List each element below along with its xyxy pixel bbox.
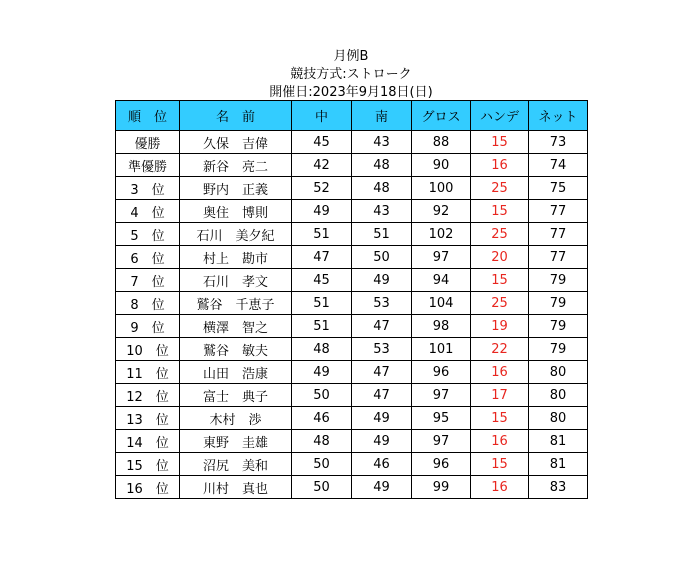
- handicap-cell: 15: [471, 453, 529, 476]
- header-handicap: ハンデ: [471, 101, 529, 131]
- handicap-cell: 16: [471, 430, 529, 453]
- event-date: 開催日:2023年9月18日(日): [269, 85, 433, 100]
- header-name: 名 前: [180, 101, 292, 131]
- net-cell: 83: [529, 476, 588, 499]
- net-cell: 79: [529, 269, 588, 292]
- in-score-cell: 49: [352, 430, 412, 453]
- gross-cell: 92: [412, 200, 471, 223]
- name-cell: 東野 圭雄: [180, 430, 292, 453]
- net-cell: 79: [529, 315, 588, 338]
- net-cell: 73: [529, 131, 588, 154]
- gross-cell: 102: [412, 223, 471, 246]
- gross-cell: 97: [412, 430, 471, 453]
- net-cell: 79: [529, 292, 588, 315]
- rank-cell: 11 位: [116, 361, 180, 384]
- handicap-cell: 19: [471, 315, 529, 338]
- in-score-cell: 47: [352, 315, 412, 338]
- handicap-cell: 25: [471, 223, 529, 246]
- gross-cell: 100: [412, 177, 471, 200]
- rank-cell: 16 位: [116, 476, 180, 499]
- rank-cell: 4 位: [116, 200, 180, 223]
- rank-cell: 9 位: [116, 315, 180, 338]
- table-row: [116, 292, 588, 315]
- handicap-cell: 16: [471, 361, 529, 384]
- table-row: [116, 154, 588, 177]
- in-score-cell: 49: [352, 269, 412, 292]
- competition-title: 月例B: [333, 49, 369, 64]
- gross-cell: 104: [412, 292, 471, 315]
- name-cell: 久保 吉偉: [180, 131, 292, 154]
- table-body: [116, 131, 588, 499]
- in-score-cell: 47: [352, 384, 412, 407]
- table-header: [116, 101, 588, 131]
- name-cell: 石川 美夕紀: [180, 223, 292, 246]
- competition-format: 競技方式:ストローク: [290, 67, 412, 82]
- in-score-cell: 48: [352, 177, 412, 200]
- handicap-cell: 22: [471, 338, 529, 361]
- rank-cell: 6 位: [116, 246, 180, 269]
- table-row: [116, 361, 588, 384]
- table-row: [116, 407, 588, 430]
- net-cell: 80: [529, 407, 588, 430]
- handicap-cell: 15: [471, 131, 529, 154]
- gross-cell: 101: [412, 338, 471, 361]
- net-cell: 81: [529, 453, 588, 476]
- out-score-cell: 50: [292, 476, 352, 499]
- name-cell: 石川 孝文: [180, 269, 292, 292]
- gross-cell: 90: [412, 154, 471, 177]
- header-gross: グロス: [412, 101, 471, 131]
- net-cell: 77: [529, 246, 588, 269]
- out-score-cell: 42: [292, 154, 352, 177]
- table-row: [116, 315, 588, 338]
- out-score-cell: 48: [292, 430, 352, 453]
- out-score-cell: 49: [292, 200, 352, 223]
- handicap-cell: 25: [471, 292, 529, 315]
- in-score-cell: 43: [352, 131, 412, 154]
- rank-cell: 3 位: [116, 177, 180, 200]
- name-cell: 村上 勘市: [180, 246, 292, 269]
- out-score-cell: 50: [292, 384, 352, 407]
- handicap-cell: 15: [471, 407, 529, 430]
- rank-cell: 10 位: [116, 338, 180, 361]
- in-score-cell: 53: [352, 338, 412, 361]
- net-cell: 80: [529, 361, 588, 384]
- out-score-cell: 46: [292, 407, 352, 430]
- table-row: [116, 177, 588, 200]
- rank-cell: 準優勝: [116, 154, 180, 177]
- name-cell: 新谷 亮二: [180, 154, 292, 177]
- gross-cell: 88: [412, 131, 471, 154]
- table-row: [116, 338, 588, 361]
- name-cell: 奥住 博則: [180, 200, 292, 223]
- handicap-cell: 16: [471, 476, 529, 499]
- net-cell: 81: [529, 430, 588, 453]
- table-row: [116, 223, 588, 246]
- in-score-cell: 47: [352, 361, 412, 384]
- out-score-cell: 49: [292, 361, 352, 384]
- table-row: [116, 430, 588, 453]
- table-row: [116, 269, 588, 292]
- gross-cell: 99: [412, 476, 471, 499]
- gross-cell: 98: [412, 315, 471, 338]
- name-cell: 鷲谷 千恵子: [180, 292, 292, 315]
- handicap-cell: 20: [471, 246, 529, 269]
- rank-cell: 5 位: [116, 223, 180, 246]
- rank-cell: 14 位: [116, 430, 180, 453]
- table-row: [116, 453, 588, 476]
- header-in: 南: [352, 101, 412, 131]
- in-score-cell: 46: [352, 453, 412, 476]
- table-row: [116, 476, 588, 499]
- out-score-cell: 48: [292, 338, 352, 361]
- net-cell: 77: [529, 223, 588, 246]
- rank-cell: 優勝: [116, 131, 180, 154]
- handicap-cell: 16: [471, 154, 529, 177]
- in-score-cell: 50: [352, 246, 412, 269]
- handicap-cell: 17: [471, 384, 529, 407]
- table-row: [116, 384, 588, 407]
- in-score-cell: 43: [352, 200, 412, 223]
- net-cell: 80: [529, 384, 588, 407]
- table-row: [116, 246, 588, 269]
- gross-cell: 96: [412, 361, 471, 384]
- out-score-cell: 51: [292, 223, 352, 246]
- header-row: [116, 101, 588, 131]
- gross-cell: 95: [412, 407, 471, 430]
- out-score-cell: 45: [292, 131, 352, 154]
- header-net: ネット: [529, 101, 588, 131]
- net-cell: 74: [529, 154, 588, 177]
- handicap-cell: 25: [471, 177, 529, 200]
- out-score-cell: 51: [292, 315, 352, 338]
- name-cell: 横澤 智之: [180, 315, 292, 338]
- handicap-cell: 15: [471, 200, 529, 223]
- gross-cell: 97: [412, 246, 471, 269]
- name-cell: 野内 正義: [180, 177, 292, 200]
- out-score-cell: 52: [292, 177, 352, 200]
- title-block: [115, 48, 587, 102]
- header-out: 中: [292, 101, 352, 131]
- net-cell: 77: [529, 200, 588, 223]
- rank-cell: 8 位: [116, 292, 180, 315]
- net-cell: 75: [529, 177, 588, 200]
- out-score-cell: 45: [292, 269, 352, 292]
- name-cell: 山田 浩康: [180, 361, 292, 384]
- net-cell: 79: [529, 338, 588, 361]
- out-score-cell: 47: [292, 246, 352, 269]
- out-score-cell: 50: [292, 453, 352, 476]
- header-rank: 順 位: [116, 101, 180, 131]
- name-cell: 富士 典子: [180, 384, 292, 407]
- rank-cell: 13 位: [116, 407, 180, 430]
- name-cell: 木村 渉: [180, 407, 292, 430]
- in-score-cell: 49: [352, 407, 412, 430]
- out-score-cell: 51: [292, 292, 352, 315]
- gross-cell: 94: [412, 269, 471, 292]
- table-row: [116, 131, 588, 154]
- table-row: [116, 200, 588, 223]
- rank-cell: 7 位: [116, 269, 180, 292]
- in-score-cell: 51: [352, 223, 412, 246]
- gross-cell: 96: [412, 453, 471, 476]
- name-cell: 沼尻 美和: [180, 453, 292, 476]
- results-table: [115, 100, 588, 499]
- name-cell: 鷲谷 敏夫: [180, 338, 292, 361]
- rank-cell: 12 位: [116, 384, 180, 407]
- handicap-cell: 15: [471, 269, 529, 292]
- rank-cell: 15 位: [116, 453, 180, 476]
- name-cell: 川村 真也: [180, 476, 292, 499]
- gross-cell: 97: [412, 384, 471, 407]
- in-score-cell: 49: [352, 476, 412, 499]
- in-score-cell: 53: [352, 292, 412, 315]
- in-score-cell: 48: [352, 154, 412, 177]
